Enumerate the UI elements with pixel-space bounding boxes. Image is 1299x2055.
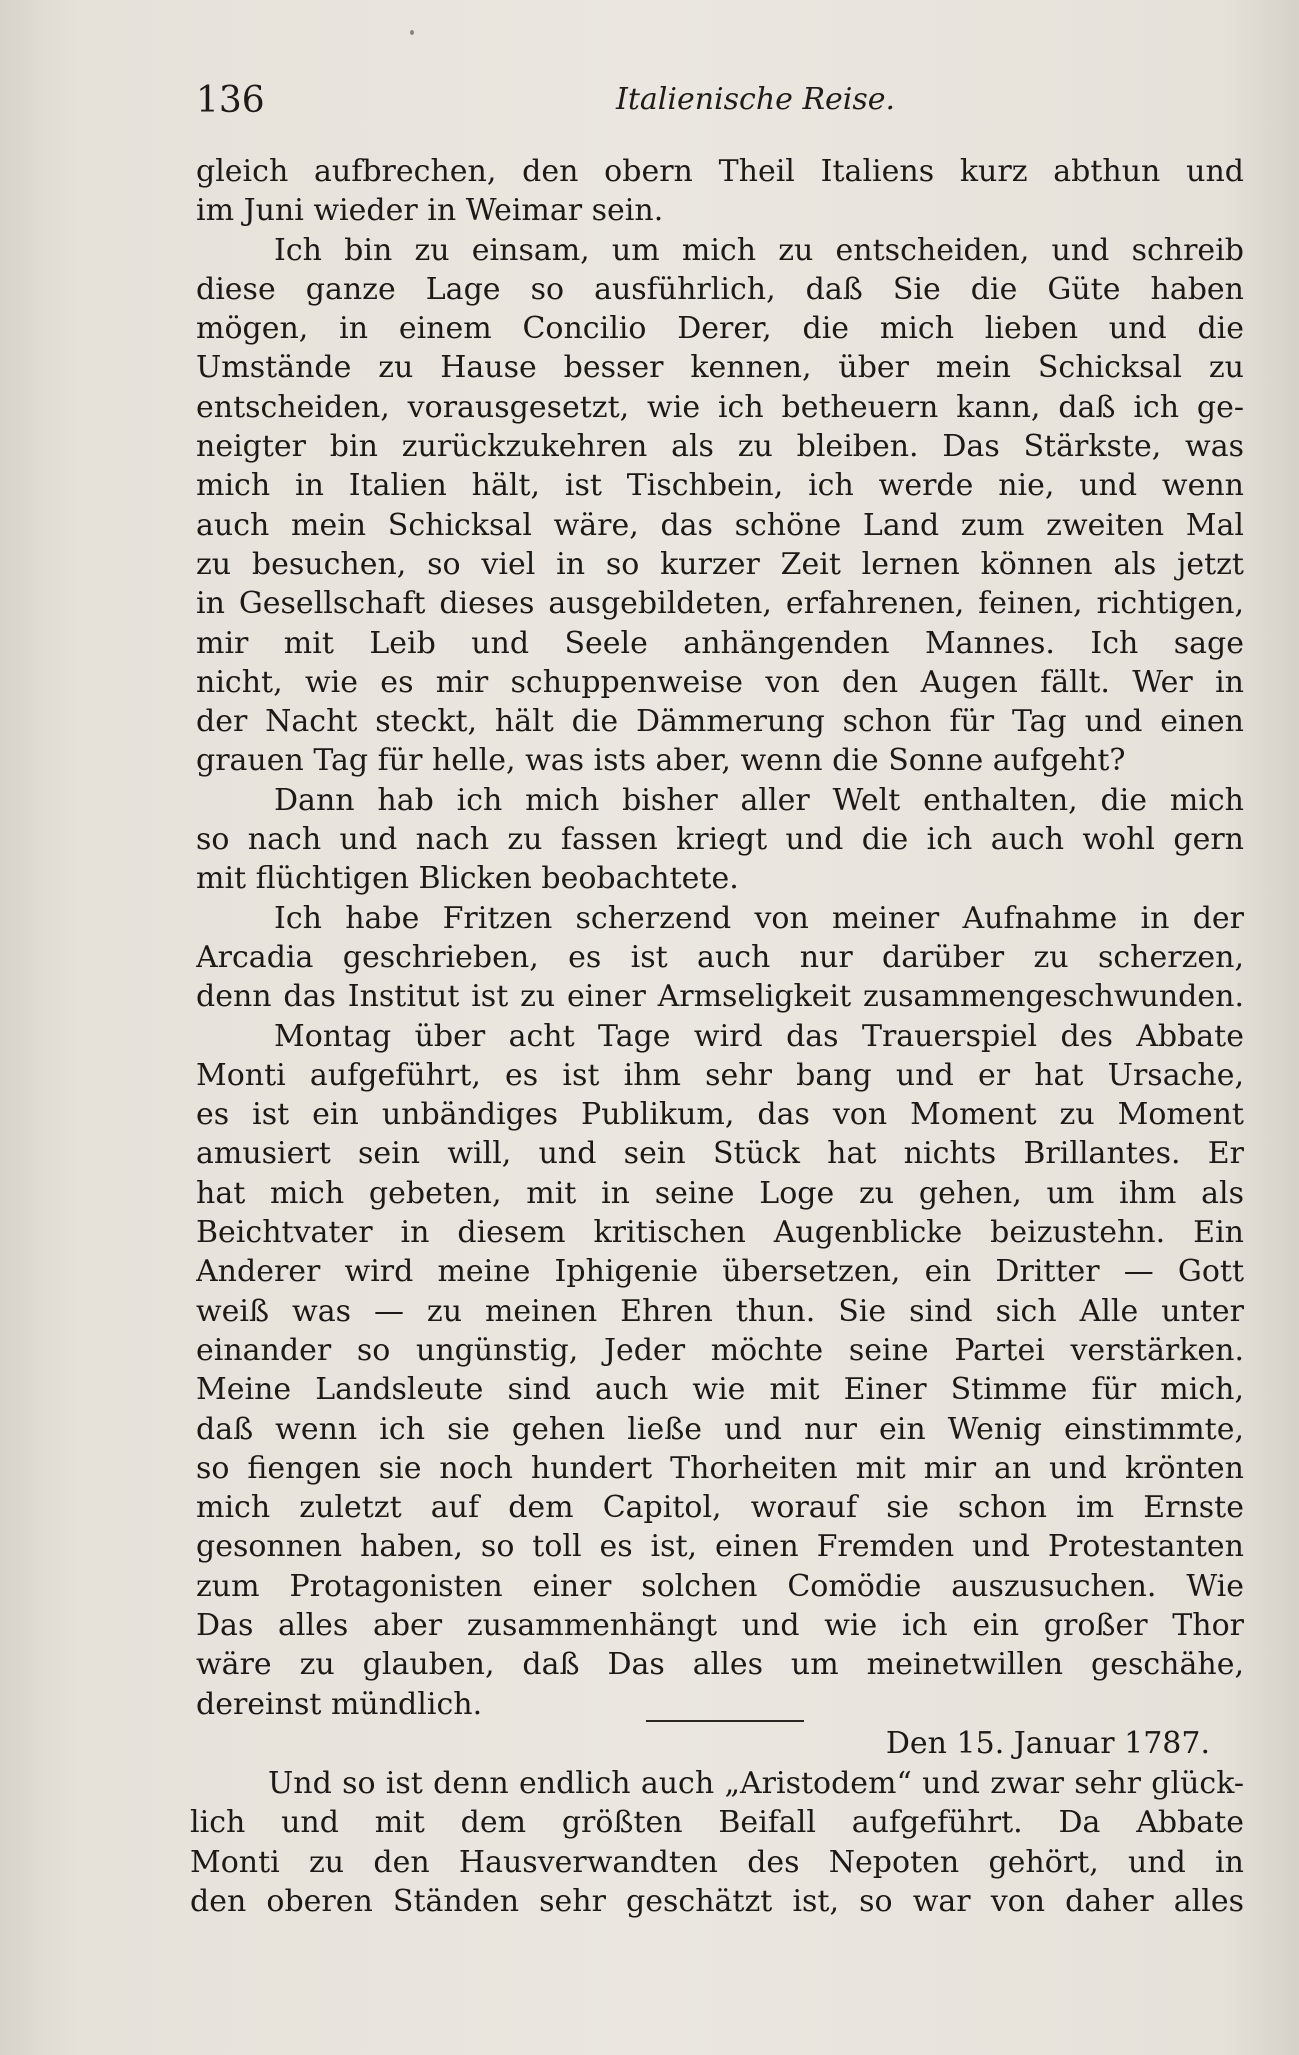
text-line: im Juni wieder in Weimar sein. (196, 193, 664, 229)
text-line: mit flüchtigen Blicken beobachtete. (196, 861, 739, 897)
text-line: nicht, wie es mir schuppenweise von den Augen fällt. Wer in (196, 664, 1244, 700)
text-line: gesonnen haben, so toll es ist, einen Fremden und Protestanten (196, 1529, 1244, 1565)
text-line: amusiert sein will, und sein Stück hat nichts Brillantes. Er (196, 1136, 1244, 1172)
text-line: in Gesellschaft dieses ausgebildeten, erfahrenen, feinen, richtigen, (196, 586, 1244, 622)
page-number: 136 (196, 80, 265, 121)
text-line: mögen, in einem Concilio Derer, die mich lieben und die (196, 311, 1244, 347)
text-line: daß wenn ich sie gehen ließe und nur ein Wenig einstimmte, (196, 1411, 1244, 1447)
body-text-block-2 (190, 1764, 1244, 1921)
text-line: denn das Institut ist zu einer Armseligkeit zusammengeschwunden. (196, 979, 1244, 1015)
text-line: Monti aufgeführt, es ist ihm sehr bang und er hat Ursache, (196, 1057, 1244, 1093)
text-line: einander so ungünstig, Jeder möchte seine Partei verstärken. (196, 1332, 1244, 1368)
page-header (196, 80, 1240, 130)
text-line: Montag über acht Tage wird das Trauerspiel des Abbate (274, 1018, 1244, 1054)
text-line: weiß was — zu meinen Ehren thun. Sie sind sich Alle unter (196, 1293, 1244, 1329)
text-line: entscheiden, vorausgesetzt, wie ich betheuern kann, daß ich ge- (196, 389, 1244, 425)
dateline: Den 15. Januar 1787. (885, 1726, 1210, 1761)
text-line: Und so ist denn endlich auch „Aristodem“ und zwar sehr glück- (268, 1766, 1244, 1801)
text-line: mir mit Leib und Seele anhängenden Mannes. Ich sage (196, 625, 1244, 661)
text-line: Beichtvater in diesem kritischen Augenblicke beizustehn. Ein (196, 1215, 1244, 1251)
text-line: Umstände zu Hause besser kennen, über mein Schicksal zu (196, 350, 1244, 386)
text-line: wäre zu glauben, daß Das alles um meinetwillen geschähe, (196, 1647, 1244, 1683)
text-line: hat mich gebeten, mit in seine Loge zu gehen, um ihm als (196, 1175, 1244, 1211)
text-line: lich und mit dem größten Beifall aufgeführt. Da Abbate (190, 1805, 1244, 1841)
text-line: Meine Landsleute sind auch wie mit Einer Stimme für mich, (196, 1372, 1244, 1408)
text-line: mich in Italien hält, ist Tischbein, ich werde nie, und wenn (196, 468, 1244, 504)
text-line: so nach und nach zu fassen kriegt und die ich auch wohl gern (196, 822, 1244, 858)
text-line: Ich bin zu einsam, um mich zu entscheiden, und schreib (274, 232, 1244, 268)
text-line: Monti zu den Hausverwandten des Nepoten gehört, und in (190, 1844, 1244, 1880)
text-line: es ist ein unbändiges Publikum, das von Moment zu Moment (196, 1097, 1244, 1133)
body-text-block-1 (196, 152, 1244, 1724)
text-line: neigter bin zurückzukehren als zu bleiben. Das Stärkste, was (196, 429, 1244, 465)
running-head: Italienische Reise. (616, 82, 896, 117)
text-line: Arcadia geschrieben, es ist auch nur darüber zu scherzen, (196, 939, 1244, 975)
text-line: Anderer wird meine Iphigenie übersetzen, ein Dritter — Gott (196, 1254, 1244, 1290)
text-line: zu besuchen, so viel in so kurzer Zeit lernen können als jetzt (196, 546, 1244, 582)
text-line: den oberen Ständen sehr geschätzt ist, so war von daher alles (190, 1883, 1244, 1919)
paper-speck (410, 30, 414, 35)
text-line: der Nacht steckt, hält die Dämmerung schon für Tag und einen (196, 704, 1244, 740)
text-line: Dann hab ich mich bisher aller Welt enthalten, die mich (274, 782, 1244, 818)
text-line: zum Protagonisten einer solchen Comödie auszusuchen. Wie (196, 1568, 1244, 1604)
text-line: Das alles aber zusammenhängt und wie ich ein großer Thor (196, 1607, 1244, 1643)
text-line: dereinst mündlich. (196, 1686, 483, 1722)
text-line: diese ganze Lage so ausführlich, daß Sie die Güte haben (196, 271, 1244, 307)
text-line: gleich aufbrechen, den obern Theil Italiens kurz abthun und (196, 154, 1244, 189)
text-line: Ich habe Fritzen scherzend von meiner Aufnahme in der (274, 900, 1244, 936)
text-line: mich zuletzt auf dem Capitol, worauf sie schon im Ernste (196, 1490, 1244, 1526)
text-line: so fiengen sie noch hundert Thorheiten mit mir an und krönten (196, 1450, 1244, 1486)
section-divider-rule (646, 1720, 804, 1722)
text-line: auch mein Schicksal wäre, das schöne Land zum zweiten Mal (196, 507, 1244, 543)
text-line: grauen Tag für helle, was ists aber, wenn die Sonne aufgeht? (196, 743, 1126, 779)
